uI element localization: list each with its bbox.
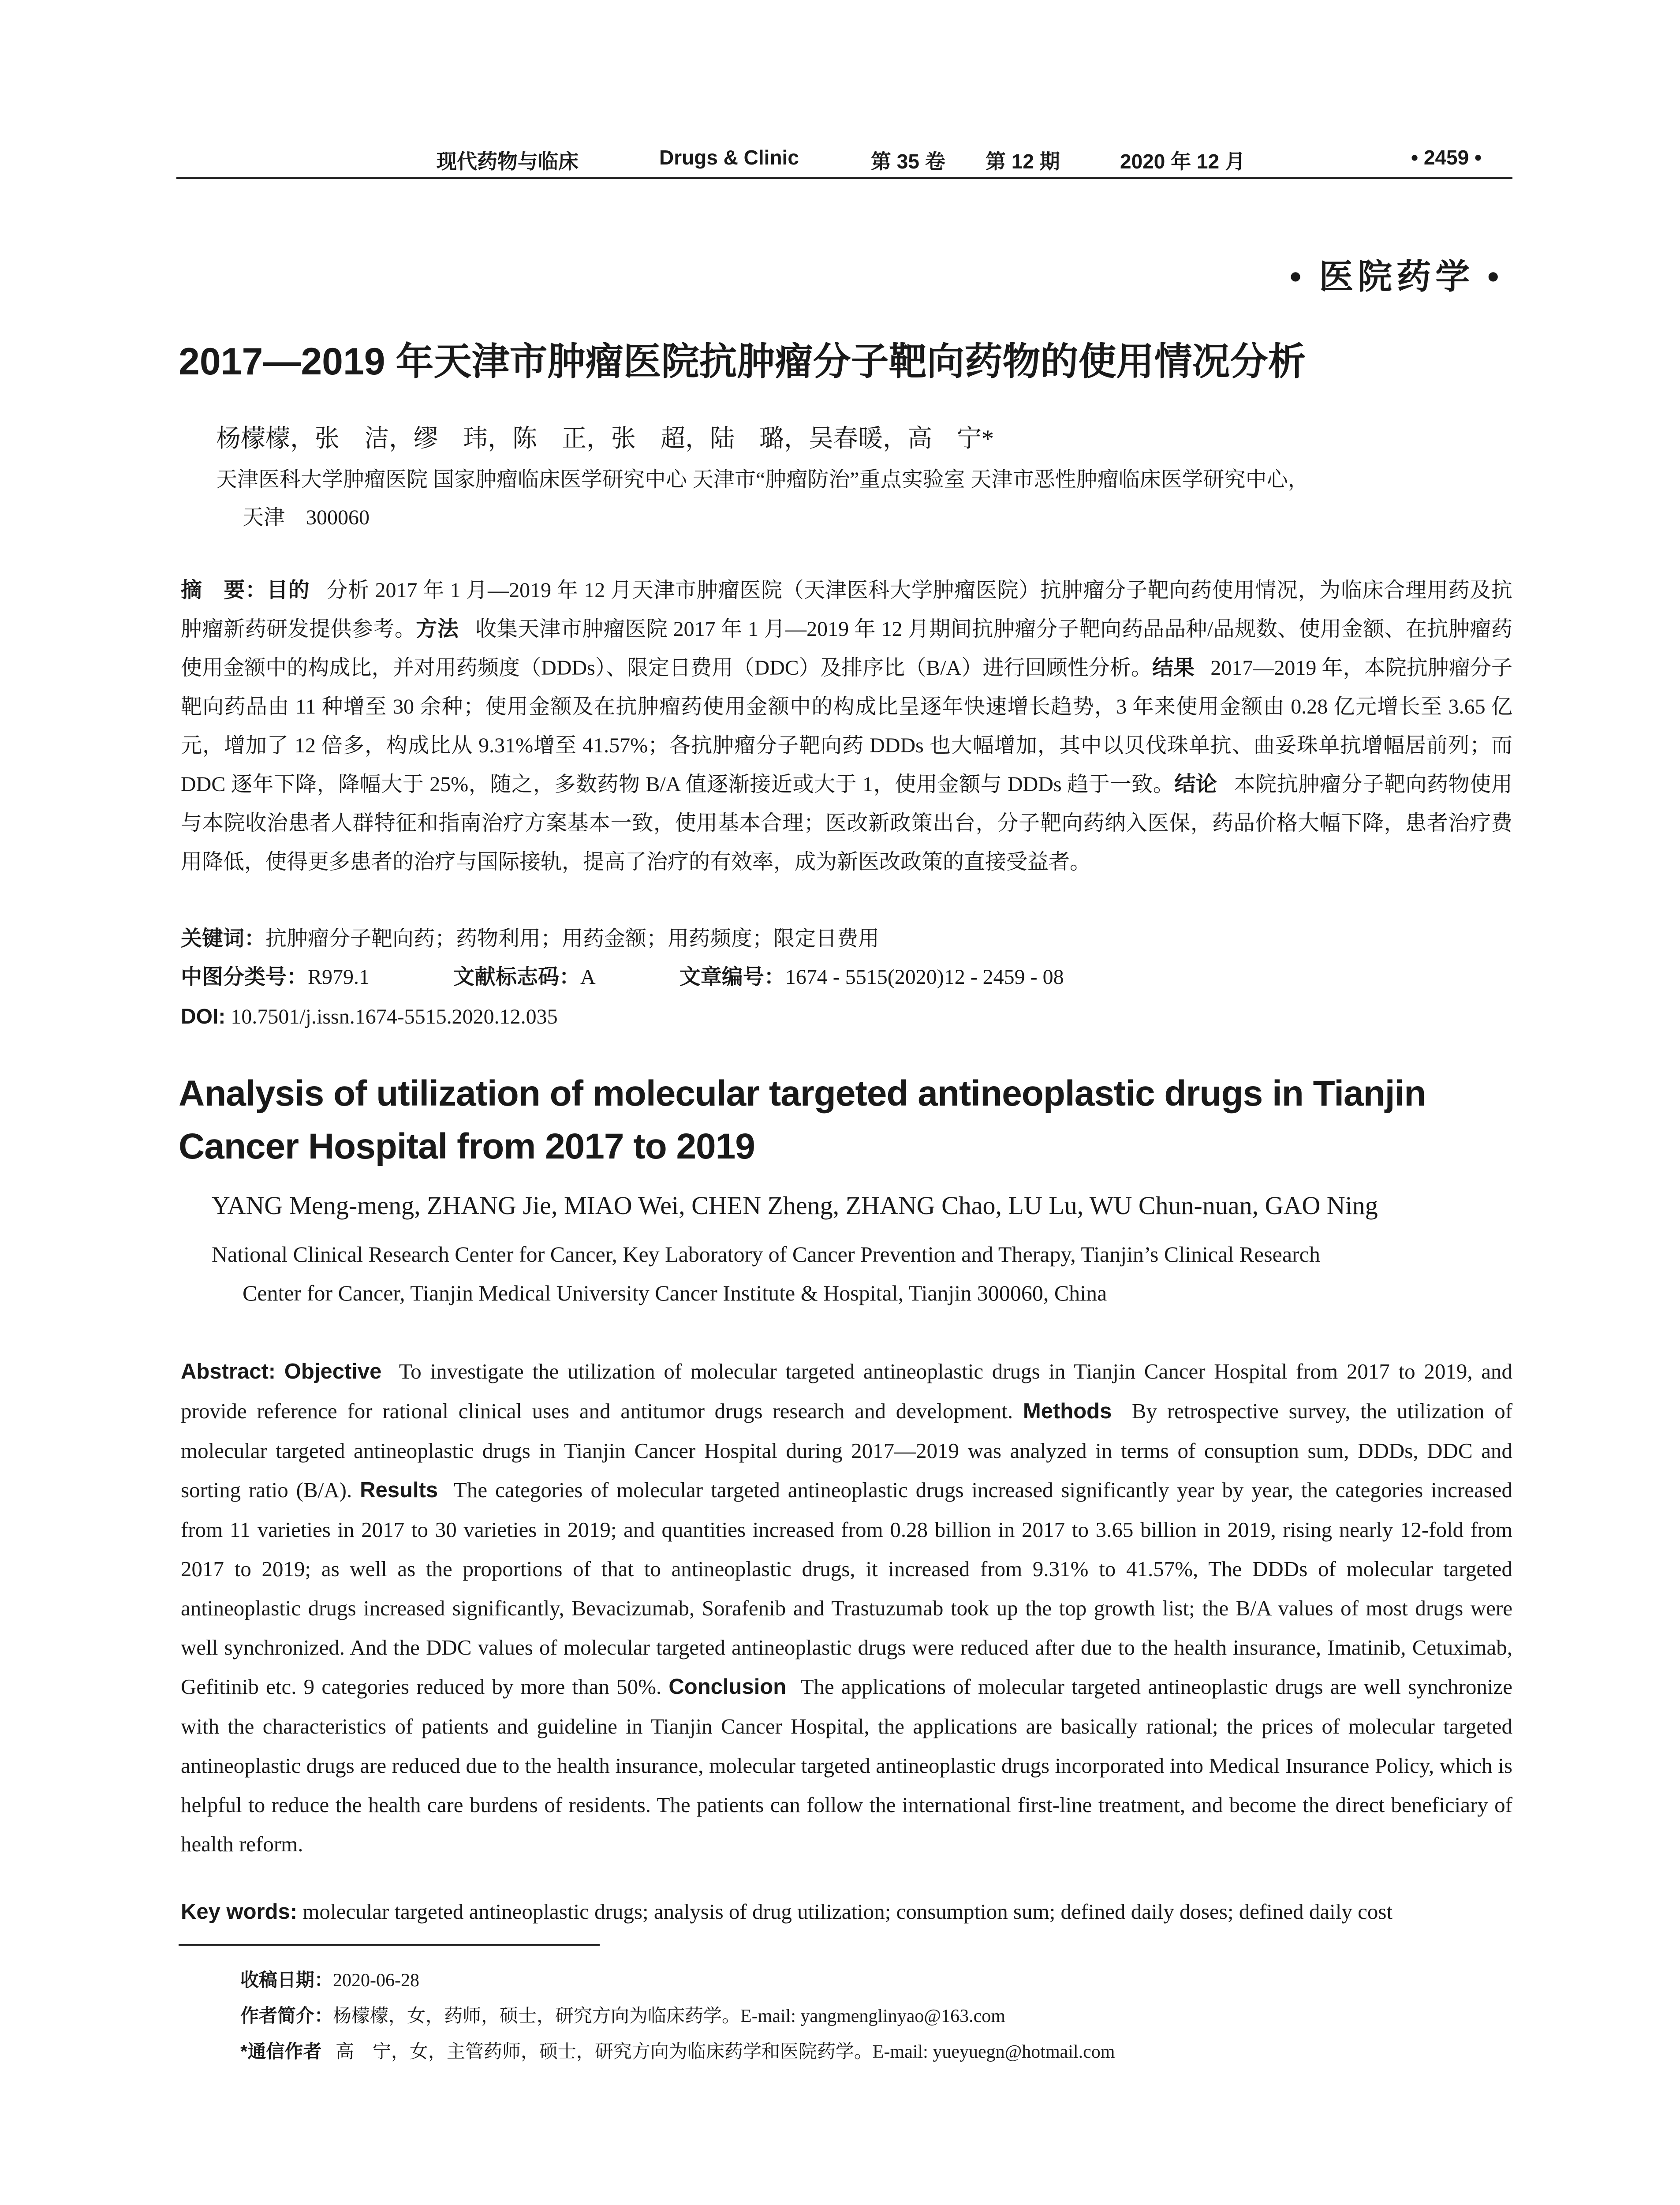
article-title-en: Analysis of utilization of molecular targeted antineoplastic drugs in Tianjin Cancer Hospital from 2017 to 2019: [179, 1073, 1426, 1166]
keywords-en: [181, 1892, 1512, 1932]
keywords-zh-text: 抗肿瘤分子靶向药；药物利用；用药金额；用药频度；限定日费用: [265, 927, 880, 950]
affiliation-zh-line2: 天津 300060: [243, 506, 370, 529]
affiliation-en-line2: Center for Cancer, Tianjin Medical University Cancer Institute & Hospital, Tianjin 300060, China: [243, 1281, 1107, 1305]
bio-text: 杨檬檬，女，药师，硕士，研究方向为临床药学。E-mail: yangmenglinyao@163.com: [333, 2006, 1005, 2026]
objective-en-label: Objective: [284, 1360, 382, 1383]
keywords-en-text: molecular targeted antineoplastic drugs; analysis of drug utilization; consumption sum; defined daily doses; defined daily cost: [302, 1899, 1393, 1924]
abstract-zh-label: 摘 要：: [181, 579, 267, 602]
received-label: 收稿日期：: [240, 1970, 333, 1990]
issue-date: 2020 年 12 月: [1120, 150, 1245, 173]
section-label: • 医院药学 •: [1289, 258, 1504, 296]
doi-label: DOI:: [181, 1005, 226, 1028]
affiliation-zh: [216, 461, 1521, 537]
clc-value: R979.1: [308, 965, 370, 989]
authors-en: YANG Meng-meng, ZHANG Jie, MIAO Wei, CHEN Zheng, ZHANG Chao, LU Lu, WU Chun-nuan, GAO Ning: [212, 1191, 1378, 1220]
footnote-author-bio: [240, 1998, 1519, 2034]
abstract-en-label: Abstract:: [181, 1360, 276, 1383]
footnote-received: [240, 1962, 1519, 1998]
objective-en-text: To investigate the utilization of molecular targeted antineoplastic drugs in Tianjin Cancer Hospital from 2017 to 2019, and provide reference for rational clinical uses and antitumor drugs research and development.: [181, 1359, 1513, 1423]
volume: 第 35 卷: [871, 150, 945, 173]
header-rule: [176, 177, 1512, 179]
article-no-label: 文章编号：: [679, 965, 785, 989]
bio-label: 作者简介：: [240, 2005, 333, 2026]
footnotes: [240, 1962, 1519, 2070]
issue: 第 12 期: [986, 150, 1060, 173]
article-no-value: 1674 - 5515(2020)12 - 2459 - 08: [785, 965, 1064, 989]
journal-name-en: Drugs & Clinic: [659, 146, 799, 169]
keywords-zh: [181, 919, 1512, 958]
conclusion-zh-text: 本院抗肿瘤分子靶向药物使用与本院收治患者人群特征和指南治疗方案基本一致，使用基本合理；医改新政策出台，分子靶向药纳入医保，药品价格大幅下降，患者治疗费用降低，使得更多患者的治疗与国际接轨，提高了治疗的有效率，成为新医改政策的直接受益者。: [181, 773, 1512, 874]
received-date: 2020-06-28: [333, 1970, 419, 1991]
corr-label: *通信作者: [240, 2041, 322, 2062]
objective-zh-label: 目的: [266, 579, 310, 602]
doc-code-label: 文献标志码：: [453, 965, 581, 989]
objective-zh-text: 分析 2017 年 1 月—2019 年 12 月天津市肿瘤医院（天津医科大学肿瘤医院）抗肿瘤分子靶向药使用情况，为临床合理用药及抗肿瘤新药研发提供参考。: [181, 579, 1512, 641]
methods-en-label: Methods: [1023, 1399, 1112, 1423]
methods-zh-label: 方法: [416, 617, 459, 641]
conclusion-en-label: Conclusion: [668, 1675, 787, 1699]
footnote-corresponding: [240, 2034, 1519, 2070]
results-en-text: The categories of molecular targeted antineoplastic drugs increased significantly year by year, the categories increased from 11 varieties in 2017 to 30 varieties in 2019; and quantities increased from 0.28 billion in 2017 to 3.65 billion in 2019, rising nearly 12-fold from 2017 to 2019; as well as the proportions of that to antineoplastic drugs, it increased from 9.31% to 41.57%, The DDDs of molecular targeted antineoplastic drugs increased significantly, Bevacizumab, Sorafenib and Trastuzumab took up the top growth list; the B/A values of most drugs were well synchronized. And the DDC values of molecular targeted antineoplastic drugs were reduced after due to the health insurance, Imatinib, Cetuximab, Gefitinib etc. 9 categories reduced by more than 50%.: [181, 1478, 1513, 1699]
methods-zh-text: 收集天津市肿瘤医院 2017 年 1 月—2019 年 12 月期间抗肿瘤分子靶向药品品种/品规数、使用金额、在抗肿瘤药使用金额中的构成比，并对用药频度（DDDs）、限定日费用（DDC）及排序比（B/A）进行回顾性分析。: [181, 617, 1512, 680]
clc-label: 中图分类号：: [181, 965, 308, 989]
doi-value[interactable]: 10.7501/j.issn.1674-5515.2020.12.035: [231, 1005, 558, 1028]
running-header: [176, 146, 1512, 181]
results-zh-text: 2017—2019 年，本院抗肿瘤分子靶向药品由 11 种增至 30 余种；使用金额及在抗肿瘤药使用金额中的构成比呈逐年快速增长趋势，3 年来使用金额由 0.28 亿元增长至 3.65 亿元，增加了 12 倍多，构成比从 9.31%增至 41.57%；各抗肿瘤分子靶向药 DDDs 也大幅增加，其中以贝伐珠单抗、曲妥珠单抗增幅居前列；而 DDC 逐年下降，降幅大于 25%，随之，多数药物 B/A 值逐渐接近或大于 1，使用金额与 DDDs 趋于一致。: [181, 656, 1512, 796]
doc-code-value: A: [580, 965, 596, 989]
conclusion-zh-label: 结论: [1174, 773, 1217, 796]
methods-en-text: By retrospective survey, the utilization of molecular targeted antineoplastic drugs in Tianjin Cancer Hospital during 2017—2019 was analyzed in terms of consuption sum, DDDs, DDC and sorting ratio (B/A).: [181, 1399, 1513, 1502]
results-zh-label: 结果: [1152, 656, 1195, 680]
keywords-en-label: Key words:: [181, 1900, 298, 1924]
abstract-zh: [181, 571, 1512, 882]
conclusion-en-text: The applications of molecular targeted antineoplastic drugs are well synchronize with the characteristics of patients and guideline in Tianjin Cancer Hospital, the applications are basically rational; the prices of molecular targeted antineoplastic drugs are reduced due to the health insurance, molecular targeted antineoplastic drugs incorporated into Medical Insurance Policy, which is helpful to reduce the health care burdens of residents. The patients can follow the international first-line treatment, and become the direct beneficiary of health reform.: [181, 1674, 1512, 1856]
keywords-zh-label: 关键词：: [181, 927, 266, 950]
results-en-label: Results: [360, 1478, 438, 1502]
classification-line: [181, 958, 1512, 997]
page-number: • 2459 •: [1411, 146, 1482, 169]
abstract-en: [181, 1352, 1512, 1864]
footnote-rule: [179, 1944, 600, 1946]
affiliation-en-line1: National Clinical Research Center for Cancer, Key Laboratory of Cancer Prevention and Therapy, Tianjin’s Clinical Research: [212, 1242, 1320, 1267]
affiliation-zh-line1: 天津医科大学肿瘤医院 国家肿瘤临床医学研究中心 天津市“肿瘤防治”重点实验室 天津市恶性肿瘤临床医学研究中心，: [216, 468, 1309, 491]
doi-line: [181, 998, 1512, 1036]
affiliation-en: [212, 1235, 1517, 1312]
journal-name-zh: 现代药物与临床: [437, 150, 579, 173]
article-title-zh: 2017—2019 年天津市肿瘤医院抗肿瘤分子靶向药物的使用情况分析: [179, 340, 1306, 383]
authors-zh: 杨檬檬，张 洁，缪 玮，陈 正，张 超，陆 璐，吴春暖，高 宁*: [216, 425, 994, 452]
corr-text: 高 宁，女，主管药师，硕士，研究方向为临床药学和医院药学。E-mail: yueyuegn@hotmail.com: [335, 2042, 1115, 2062]
